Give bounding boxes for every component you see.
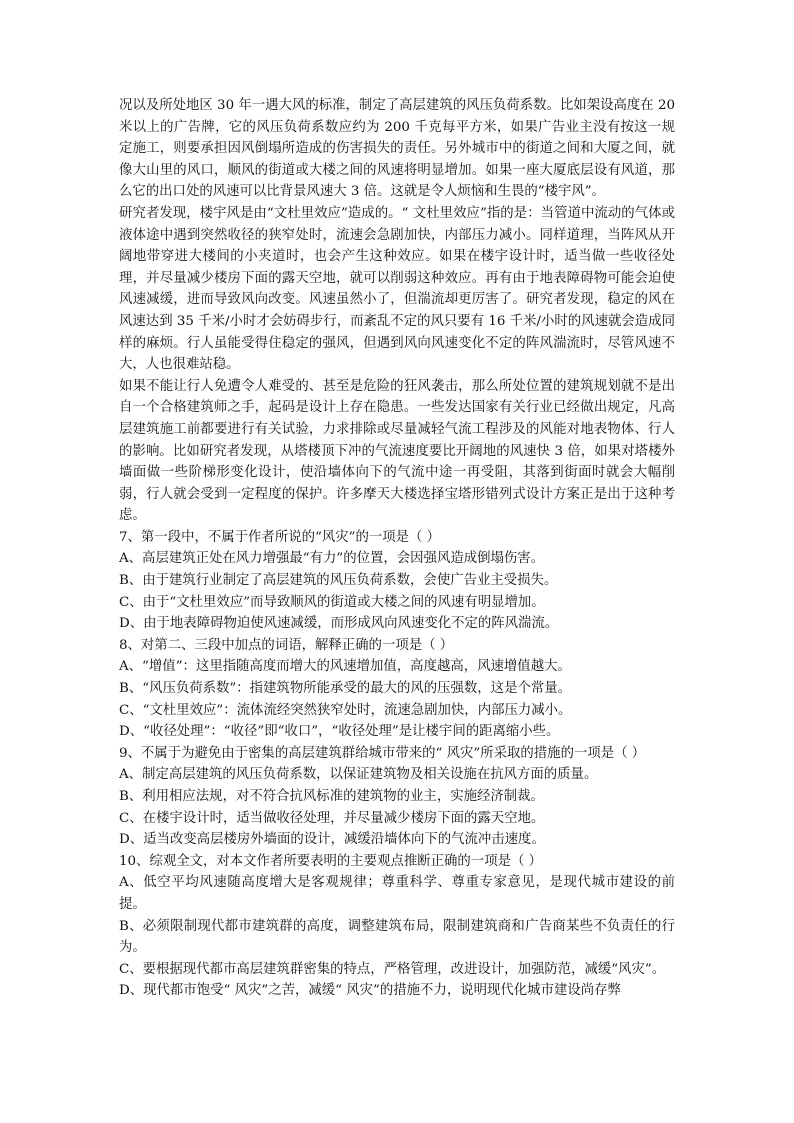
option-a: A、“增值”：这里指随高度而增大的风速增加值，高度越高，风速增值越大。 [119, 659, 571, 675]
question-8 [119, 635, 675, 743]
passage-paragraph-3: 如果不能让行人免遭令人难受的、甚至是危险的狂风袭击，那么所处位置的建筑规划就不是出自一个合格建筑师之手，起码是设计上存在隐患。一些发达国家有关行业已经做出规定，凡高层建筑施工前都要进行有关试验，力求排除或尽量减轻气流工程涉及的风能对地表物体、行人的影响。比如研究者发现，从塔楼顶下冲的气流速度要比开阔地的风速快 3 倍，如果对塔楼外墙面做一些阶梯形变化设计，使沿墙体向下的气流中途一再受阻，其落到街面时就会大幅削弱，行人就会受到一定程度的保护。许多摩天大楼选择宝塔形错列式设计方案正是出于这种考虑。 [119, 378, 675, 524]
option-c: C、在楼宇设计时，适当做收径处理，并尽量减少楼房下面的露天空地。 [119, 810, 545, 826]
option-a: A、低空平均风速随高度增大是客观规律；尊重科学、尊重专家意见，是现代城市建设的前提。 [119, 875, 675, 912]
question-stem: 8、对第二、三段中加点的词语，解释正确的一项是（ ） [119, 637, 454, 653]
option-b: B、利用相应法规，对不符合抗风标准的建筑物的业主，实施经济制裁。 [119, 789, 544, 804]
option-d: D、由于地表障碍物迫使风速减缓，而形成风向风速变化不定的阵风湍流。 [119, 616, 559, 632]
passage-paragraph-2: 研究者发现，楼宇风是由“文杜里效应”造成的。“ 文杜里效应”指的是：当管道中流动的气体或液体途中遇到突然收径的狭窄处时，流速会急剧加快，内部压力减小。同样道理，当阵风从开阔地带穿进大楼间的小夹道时，也会产生这种效应。如果在楼宇设计时，适当做一些收径处理，并尽量减少楼房下面的露天空地，就可以削弱这种效应。再有由于地表障碍物可能会迫使风速减缓，进而导致风向改变。风速虽然小了，但湍流却更厉害了。研究者发现，稳定的风在风速达到 35 千米/小时才会妨碍步行，而紊乱不定的风只要有 16 千米/小时的风速就会造成同样的麻烦。行人虽能受得住稳定的强风，但遇到风向风速变化不定的阵风湍流时，尽管风速不大，人也很难站稳。 [119, 205, 675, 373]
question-stem: 10、综观全文，对本文作者所要表明的主要观点推断正确的一项是（ ） [119, 853, 543, 869]
passage-paragraph-1: 况以及所处地区 30 年一遇大风的标准，制定了高层建筑的风压负荷系数。比如架设高度在 20 米以上的广告牌，它的风压负荷系数应约为 200 千克每平方米，如果广告业主没有按这一规定施工，则要承担因风倒塌所造成的伤害损失的责任。另外城市中的街道之间和大厦之间，就像大山里的风口，顺风的街道或大楼之间的风速将明显增加。如果一座大厦底层设有风道，那么它的出口处的风速可以比背景风速大 3 倍。这就是令人烦恼和生畏的“楼宇风”。 [119, 98, 675, 200]
option-c: C、“文杜里效应”：流体流经突然狭窄处时，流速急剧加快，内部压力减小。 [119, 702, 572, 718]
option-d: D、适当改变高层楼房外墙面的设计，减缓沿墙体向下的气流冲击速度。 [119, 832, 545, 848]
option-b: B、必须限制现代都市建筑群的高度，调整建筑布局，限制建筑商和广告商某些不负责任的行为。 [119, 918, 675, 956]
option-b: B、“风压负荷系数”：指建筑物所能承受的最大的风的压强数，这是个常量。 [119, 681, 572, 697]
option-d: D、现代都市饱受“ 风灾”之苦，减缓“ 风灾”的措施不力，说明现代化城市建设尚存弊 [119, 983, 621, 999]
option-c: C、由于“文杜里效应”而导致顺风的街道或大楼之间的风速有明显增加。 [119, 594, 545, 610]
option-d: D、“收径处理”：“收径”即“收口”，“收径处理”是让楼宇间的距离缩小些。 [119, 724, 560, 740]
option-a: A、制定高层建筑的风压负荷系数，以保证建筑物及相关设施在抗风方面的质量。 [119, 767, 598, 783]
option-b: B、由于建筑行业制定了高层建筑的风压负荷系数，会使广告业主受损失。 [119, 573, 558, 589]
question-10 [119, 851, 675, 1002]
question-stem: 7、第一段中，不属于作者所说的“风灾”的一项是（ ） [119, 529, 441, 545]
option-a: A、高层建筑正处在风力增强最“有力”的位置，会因强风造成倒塌伤害。 [119, 551, 545, 567]
option-c: C、要根据现代都市高层建筑群密集的特点，严格管理，改进设计，加强防范，减缓“风灾”。 [119, 961, 666, 977]
document-page [119, 95, 675, 1002]
question-7 [119, 527, 675, 635]
question-stem: 9、不属于为避免由于密集的高层建筑群给城市带来的“ 风灾”所采取的措施的一项是（ ） [119, 745, 646, 761]
question-9 [119, 743, 675, 851]
